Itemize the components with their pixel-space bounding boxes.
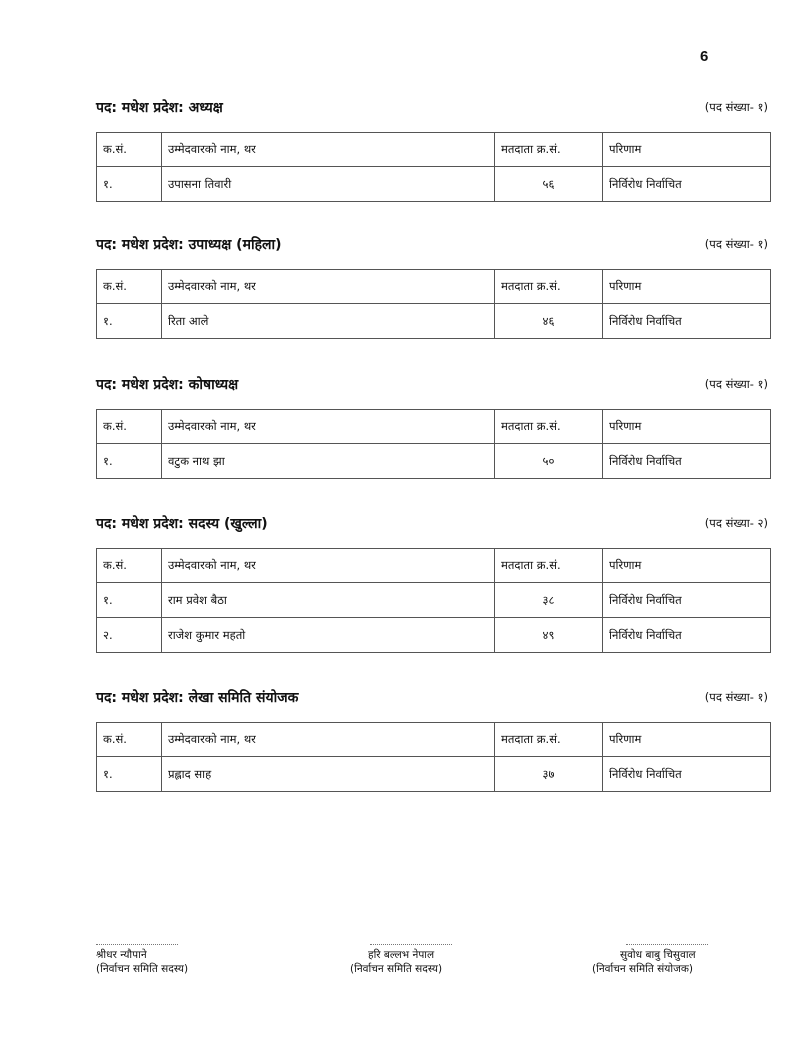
header-voter-serial: मतदाता क्र.सं. [495,133,603,167]
signature-line [96,944,178,945]
signatory-role: (निर्वाचन समिति सदस्य) [350,963,443,975]
section-title: पद: मधेश प्रदेश: उपाध्यक्ष (महिला) [96,237,282,253]
cell-serial: १. [97,167,162,202]
cell-voter-serial: ५० [495,444,603,479]
cell-serial: १. [97,757,162,792]
cell-serial: १. [97,583,162,618]
section-treasurer [96,375,768,468]
header-result: परिणाम [603,133,771,167]
result-table [96,722,771,792]
page-number: 6 [700,48,709,65]
signature-line [626,944,708,945]
cell-candidate-name: वटुक नाथ झा [162,444,495,479]
cell-serial: २. [97,618,162,653]
cell-voter-serial: ५६ [495,167,603,202]
table-row [97,618,771,653]
table-header-row [97,410,771,444]
table-header-row [97,723,771,757]
cell-candidate-name: रिता आले [162,304,495,339]
cell-voter-serial: ४९ [495,618,603,653]
cell-voter-serial: ४६ [495,304,603,339]
header-result: परिणाम [603,270,771,304]
section-member-open [96,514,768,642]
header-candidate-name: उम्मेदवारको नाम, थर [162,723,495,757]
table-row [97,583,771,618]
result-table [96,548,771,653]
cell-result: निर्विरोध निर्वाचित [603,444,771,479]
section-vice-president-female [96,235,768,328]
header-voter-serial: मतदाता क्र.सं. [495,549,603,583]
section-header [96,98,768,122]
post-count: (पद संख्या- १) [704,377,768,391]
result-table [96,409,771,479]
header-candidate-name: उम्मेदवारको नाम, थर [162,270,495,304]
table-header-row [97,270,771,304]
header-result: परिणाम [603,410,771,444]
section-header [96,688,768,712]
section-header [96,514,768,538]
cell-candidate-name: राजेश कुमार महतो [162,618,495,653]
table-row [97,444,771,479]
section-president [96,98,768,191]
section-audit-committee-coordinator [96,688,768,781]
cell-voter-serial: ३७ [495,757,603,792]
signatory-name: श्रीधर न्यौपाने [96,949,147,961]
table-header-row [97,549,771,583]
section-title: पद: मधेश प्रदेश: सदस्य (खुल्ला) [96,516,268,532]
header-voter-serial: मतदाता क्र.सं. [495,410,603,444]
header-candidate-name: उम्मेदवारको नाम, थर [162,549,495,583]
post-count: (पद संख्या- १) [704,237,768,251]
post-count: (पद संख्या- २) [704,516,768,530]
section-header [96,235,768,259]
header-result: परिणाम [603,723,771,757]
signature-member-2 [350,944,452,976]
header-candidate-name: उम्मेदवारको नाम, थर [162,410,495,444]
signature-member-1 [96,944,188,976]
header-voter-serial: मतदाता क्र.सं. [495,723,603,757]
table-header-row [97,133,771,167]
signature-line [370,944,452,945]
cell-candidate-name: प्रह्लाद साह [162,757,495,792]
header-serial: क.सं. [97,549,162,583]
signatory-name: हरि बल्लभ नेपाल [368,949,435,961]
section-title: पद: मधेश प्रदेश: कोषाध्यक्ष [96,377,239,393]
cell-candidate-name: उपासना तिवारी [162,167,495,202]
cell-voter-serial: ३८ [495,583,603,618]
header-voter-serial: मतदाता क्र.सं. [495,270,603,304]
cell-serial: १. [97,304,162,339]
header-serial: क.सं. [97,133,162,167]
section-title: पद: मधेश प्रदेश: अध्यक्ष [96,100,223,116]
signatory-role: (निर्वाचन समिति सदस्य) [96,963,189,975]
cell-result: निर्विरोध निर्वाचित [603,583,771,618]
header-result: परिणाम [603,549,771,583]
cell-result: निर्विरोध निर्वाचित [603,757,771,792]
table-row [97,757,771,792]
post-count: (पद संख्या- १) [704,690,768,704]
table-row [97,304,771,339]
signature-coordinator [592,944,708,976]
cell-serial: १. [97,444,162,479]
signatory-role: (निर्वाचन समिति संयोजक) [592,963,694,975]
cell-result: निर्विरोध निर्वाचित [603,167,771,202]
header-serial: क.सं. [97,723,162,757]
header-serial: क.सं. [97,410,162,444]
cell-result: निर्विरोध निर्वाचित [603,618,771,653]
signatory-name: सुवोध बाबु चिसुवाल [620,949,696,961]
cell-result: निर्विरोध निर्वाचित [603,304,771,339]
result-table [96,132,771,202]
section-title: पद: मधेश प्रदेश: लेखा समिति संयोजक [96,690,299,706]
result-table [96,269,771,339]
post-count: (पद संख्या- १) [704,100,768,114]
table-row [97,167,771,202]
header-serial: क.सं. [97,270,162,304]
cell-candidate-name: राम प्रवेश बैठा [162,583,495,618]
section-header [96,375,768,399]
header-candidate-name: उम्मेदवारको नाम, थर [162,133,495,167]
